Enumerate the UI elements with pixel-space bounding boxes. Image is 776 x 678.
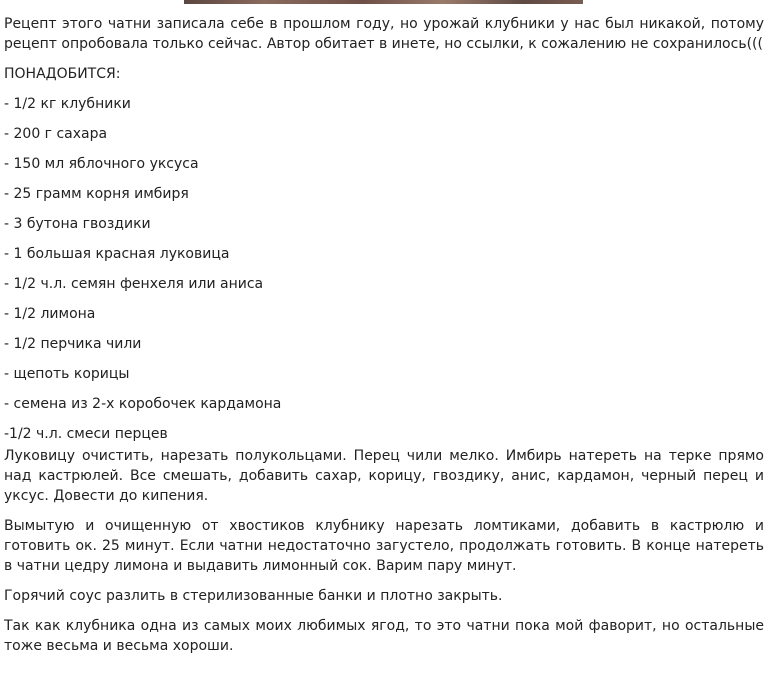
ingredient-item: - 150 мл яблочного уксуса bbox=[4, 156, 199, 172]
closing-paragraph: Так как клубника одна из самых моих любимых ягод, то это чатни пока мой фаворит, но остальные тоже весьма и весьма хороши. bbox=[4, 618, 764, 654]
ingredient-item: - 25 грамм корня имбиря bbox=[4, 186, 189, 202]
instruction-paragraph: Луковицу очистить, нарезать полукольцами. Перец чили мелко. Имбирь натереть на терке прямо над кастрюлей. Все смешать, добавить сахар, корицу, гвоздику, анис, кардамон, черный перец и уксус. Довести до кипения. bbox=[4, 448, 764, 504]
ingredient-item: - 1/2 ч.л. семян фенхеля или аниса bbox=[4, 276, 264, 292]
instruction-paragraph: Горячий соус разлить в стерилизованные банки и плотно закрыть. bbox=[4, 588, 503, 604]
instructions bbox=[4, 446, 764, 656]
ingredient-item: - 1/2 перчика чили bbox=[4, 336, 142, 352]
ingredient-item: - 1/2 кг клубники bbox=[4, 96, 131, 112]
ingredient-item: - 3 бутона гвоздики bbox=[4, 216, 151, 232]
ingredient-item: -1/2 ч.л. смеси перцев bbox=[4, 426, 168, 442]
intro-paragraph: Рецепт этого чатни записала себе в прошлом году, но урожай клубники у нас был никакой, потому рецепт опробовала только сейчас. Автор обитает в инете, но ссылки, к сожалению не сохранилось((( bbox=[4, 16, 764, 52]
ingredient-item: - 200 г сахара bbox=[4, 126, 108, 142]
ingredient-item: - семена из 2-х коробочек кардамона bbox=[4, 396, 282, 412]
photo-bottom-edge bbox=[184, 0, 583, 4]
recipe-post-body bbox=[4, 14, 764, 666]
ingredient-item: - 1 большая красная луковица bbox=[4, 246, 230, 262]
instruction-paragraph: Вымытую и очищенную от хвостиков клубнику нарезать ломтиками, добавить в кастрюлю и готовить ок. 25 минут. Если чатни недостаточно загустело, продолжать готовить. В конце натереть в чатни цедру лимона и выдавить лимонный сок. Варим пару минут. bbox=[4, 518, 764, 574]
ingredients-list bbox=[4, 94, 764, 444]
ingredient-item: - щепоть корицы bbox=[4, 366, 130, 382]
ingredient-item: - 1/2 лимона bbox=[4, 306, 96, 322]
ingredients-heading: ПОНАДОБИТСЯ: bbox=[4, 66, 121, 82]
